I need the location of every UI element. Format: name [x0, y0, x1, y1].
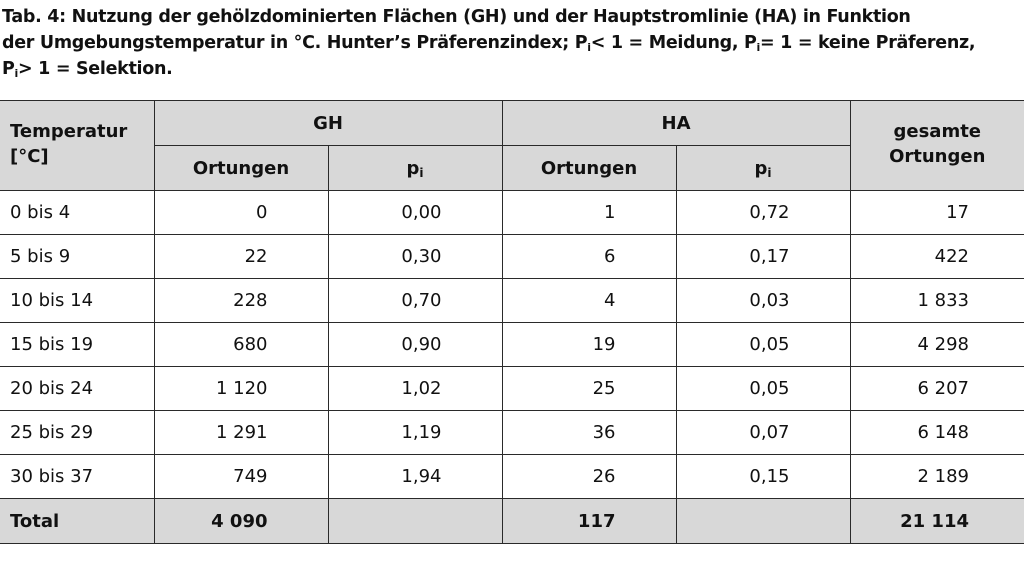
table-caption: [2, 4, 1022, 82]
cell-ha-ortungen: 26: [502, 455, 676, 499]
cell-gh-pi: 1,94: [328, 455, 502, 499]
table-row: [0, 191, 1024, 235]
cell-temperature: 25 bis 29: [0, 411, 154, 455]
table-row: [0, 323, 1024, 367]
cell-gh-ortungen: 1 120: [154, 367, 328, 411]
table-row: [0, 235, 1024, 279]
cell-temperature: 20 bis 24: [0, 367, 154, 411]
cell-gh-pi: 0,30: [328, 235, 502, 279]
total-gh-pi-empty: [328, 499, 502, 544]
total-ha-pi-empty: [676, 499, 850, 544]
cell-ha-pi: 0,17: [676, 235, 850, 279]
header-group-gh: GH: [154, 101, 502, 146]
header-ha-ortungen: Ortungen: [502, 146, 676, 191]
cell-gh-ortungen: 228: [154, 279, 328, 323]
total-ha-ortungen: 117: [502, 499, 676, 544]
cell-temperature: 10 bis 14: [0, 279, 154, 323]
cell-temperature: 5 bis 9: [0, 235, 154, 279]
table-row: [0, 455, 1024, 499]
header-ha-pi: $p_i$: [676, 146, 850, 191]
cell-ha-pi: 0,05: [676, 323, 850, 367]
cell-gh-pi: 1,02: [328, 367, 502, 411]
cell-ha-ortungen: 6: [502, 235, 676, 279]
cell-total: 17: [850, 191, 1024, 235]
cell-ha-pi: 0,05: [676, 367, 850, 411]
cell-ha-pi: 0,03: [676, 279, 850, 323]
cell-ha-ortungen: 4: [502, 279, 676, 323]
total-row: [0, 499, 1024, 544]
cell-ha-ortungen: 19: [502, 323, 676, 367]
cell-temperature: 0 bis 4: [0, 191, 154, 235]
header-temperature: Temperatur [°C]: [0, 101, 154, 191]
cell-ha-pi: 0,72: [676, 191, 850, 235]
cell-total: 6 148: [850, 411, 1024, 455]
cell-total: 1 833: [850, 279, 1024, 323]
cell-gh-ortungen: 749: [154, 455, 328, 499]
caption-line-3: $P_i> 1$ = Selektion.: [2, 59, 173, 80]
header-gh-ortungen: Ortungen: [154, 146, 328, 191]
cell-gh-ortungen: 0: [154, 191, 328, 235]
cell-gh-ortungen: 22: [154, 235, 328, 279]
cell-gh-pi: 0,70: [328, 279, 502, 323]
header-total-ortungen: gesamte Ortungen: [850, 101, 1024, 191]
cell-gh-ortungen: 680: [154, 323, 328, 367]
total-ortungen: 21 114: [850, 499, 1024, 544]
header-group-ha: HA: [502, 101, 850, 146]
cell-ha-ortungen: 1: [502, 191, 676, 235]
cell-total: 4 298: [850, 323, 1024, 367]
cell-ha-ortungen: 36: [502, 411, 676, 455]
cell-gh-pi: 0,90: [328, 323, 502, 367]
cell-ha-pi: 0,15: [676, 455, 850, 499]
cell-temperature: 15 bis 19: [0, 323, 154, 367]
cell-gh-ortungen: 1 291: [154, 411, 328, 455]
cell-ha-pi: 0,07: [676, 411, 850, 455]
table-row: [0, 367, 1024, 411]
cell-gh-pi: 1,19: [328, 411, 502, 455]
table-row: [0, 411, 1024, 455]
table-row: [0, 279, 1024, 323]
data-table: [0, 100, 1024, 544]
total-label: Total: [0, 499, 154, 544]
header-gh-pi: $p_i$: [328, 146, 502, 191]
cell-total: 422: [850, 235, 1024, 279]
caption-line-1: Tab. 4: Nutzung der gehölzdominierten Flächen (GH) und der Hauptstromlinie (HA) in Funktion: [2, 7, 911, 27]
cell-total: 6 207: [850, 367, 1024, 411]
cell-temperature: 30 bis 37: [0, 455, 154, 499]
caption-line-2: der Umgebungstemperatur in °C. Hunter’s Präferenzindex; $P_i< 1$ = Meidung, $P_i= 1$ = keine Präferenz,: [2, 33, 976, 54]
cell-ha-ortungen: 25: [502, 367, 676, 411]
cell-total: 2 189: [850, 455, 1024, 499]
total-gh-ortungen: 4 090: [154, 499, 328, 544]
cell-gh-pi: 0,00: [328, 191, 502, 235]
